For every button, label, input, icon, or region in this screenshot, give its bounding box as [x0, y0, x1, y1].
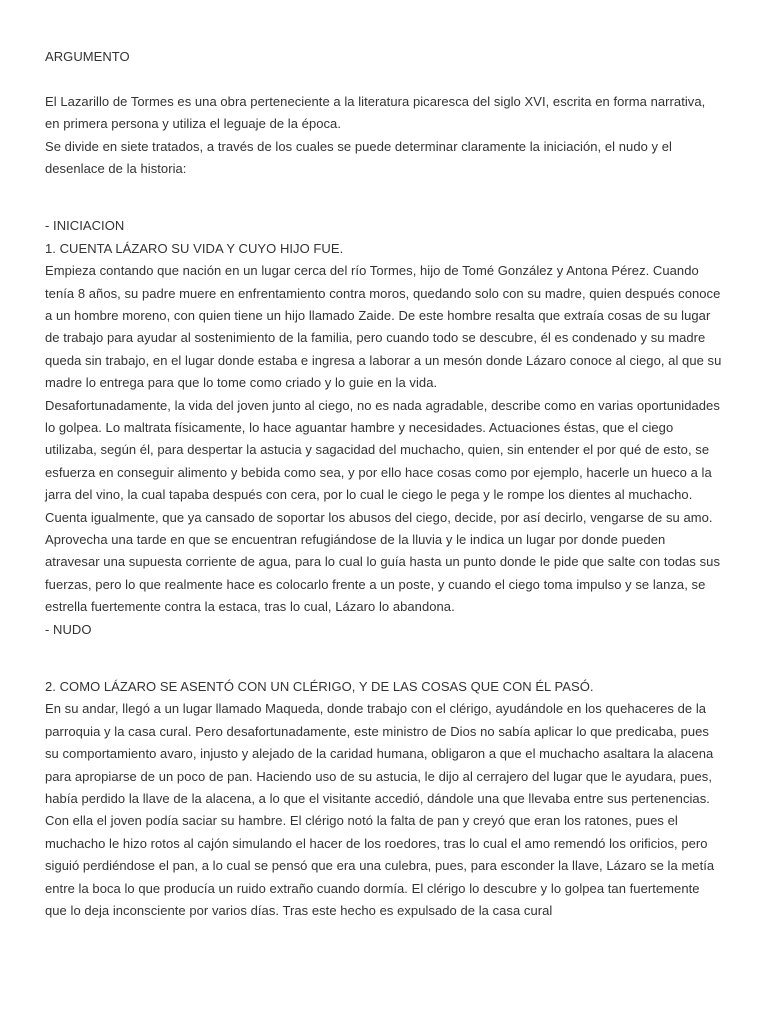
document-title: ARGUMENTO — [45, 49, 130, 64]
section-iniciacion — [45, 215, 722, 618]
chapter-1-paragraph-1: Empieza contando que nación en un lugar cerca del río Tormes, hijo de Tomé González y Antona Pérez. Cuando tenía 8 años, su padre muere en enfrentamiento contra moros, quedando solo con su madre, quien después conoce a un hombre moreno, con quien tiene un hijo llamado Zaide. De este hombre resalta que extraía cosas de su lugar de trabajo para ayudar al sostenimiento de la familia, pero cuando todo se descubre, él es condenado y su madre queda sin trabajo, en el lugar donde estaba e ingresa a laborar a un mesón donde Lázaro conoce al ciego, al que su madre lo entrega para que lo tome como criado y lo guie en la vida. — [45, 263, 722, 391]
chapter-heading-1: 1. CUENTA LÁZARO SU VIDA Y CUYO HIJO FUE. — [45, 240, 344, 256]
section-nudo — [45, 676, 722, 922]
document-page — [45, 46, 722, 922]
intro-sentence-1: El Lazarillo de Tormes es una obra perteneciente a la literatura picaresca del siglo XVI, escrita en forma narrativa, en primera persona y utiliza el leguaje de la época. — [45, 93, 706, 132]
section-marker-iniciacion: - INICIACION — [45, 218, 125, 234]
intro-paragraph — [45, 91, 722, 181]
intro-sentence-2: Se divide en siete tratados, a través de los cuales se puede determinar claramente la iniciación, el nudo y el desenlace de la historia: — [45, 138, 672, 177]
section-marker-nudo: - NUDO — [45, 621, 92, 637]
chapter-1-paragraph-2: Desafortunadamente, la vida del joven junto al ciego, no es nada agradable, describe como en varias oportunidades lo golpea. Lo maltrata físicamente, lo hace aguantar hambre y necesidades. Actuaciones éstas, que el ciego utilizaba, según él, para despertar la astucia y sagacidad del muchacho, quien, sin entender el por qué de esto, se esfuerza en conseguir alimento y bebida como sea, y por ello hace cosas como por ejemplo, hacerle un hueco a la jarra del vino, la cual tapaba después con cera, por lo cual le ciego le pega y le rompe los dientes al muchacho. Cuenta igualmente, que ya cansado de soportar los abusos del ciego, decide, por así decirlo, vengarse de su amo. Aprovecha una tarde en que se encuentran refugiándose de la lluvia y le indica un lugar por donde pueden atravesar una supuesta corriente de agua, para lo cual lo guía hasta un punto donde le pide que salte con todas sus fuerzas, pero lo que realmente hace es colocarlo frente a un poste, y cuando el ciego toma impulso y se lanza, se estrella fuertemente contra la estaca, tras lo cual, Lázaro lo abandona. — [45, 397, 720, 615]
chapter-2-paragraph-1: En su andar, llegó a un lugar llamado Maqueda, donde trabajo con el clérigo, ayudándole en los quehaceres de la parroquia y la casa cural. Pero desafortunadamente, este ministro de Dios no sabía aplicar lo que predicaba, pues su comportamiento avaro, injusto y alejado de la caridad humana, obligaron a que el muchacho asaltara la alacena para apropiarse de un poco de pan. Haciendo uso de su astucia, le dijo al cerrajero del lugar que le ayudara, pues, había perdido la llave de la alacena, a lo que el visitante accedió, dándole una que llevaba entre sus pertenencias. Con ella el joven podía saciar su hambre. El clérigo notó la falta de pan y creyó que eran los ratones, pues el muchacho le hizo rotos al cajón simulando el hacer de los roedores, tras lo cual el amo remendó los orificios, pero siguió perdiéndose el pan, a lo cual se pensó que era una culebra, pues, para esconder la llave, Lázaro se la metía entre la boca lo que producía un ruido extraño cuando dormía. El clérigo lo descubre y lo golpea tan fuertemente que lo deja inconsciente por varios días. Tras este hecho es expulsado de la casa cural — [45, 701, 715, 918]
chapter-heading-2: 2. COMO LÁZARO SE ASENTÓ CON UN CLÉRIGO, Y DE LAS COSAS QUE CON ÉL PASÓ. — [45, 678, 594, 694]
